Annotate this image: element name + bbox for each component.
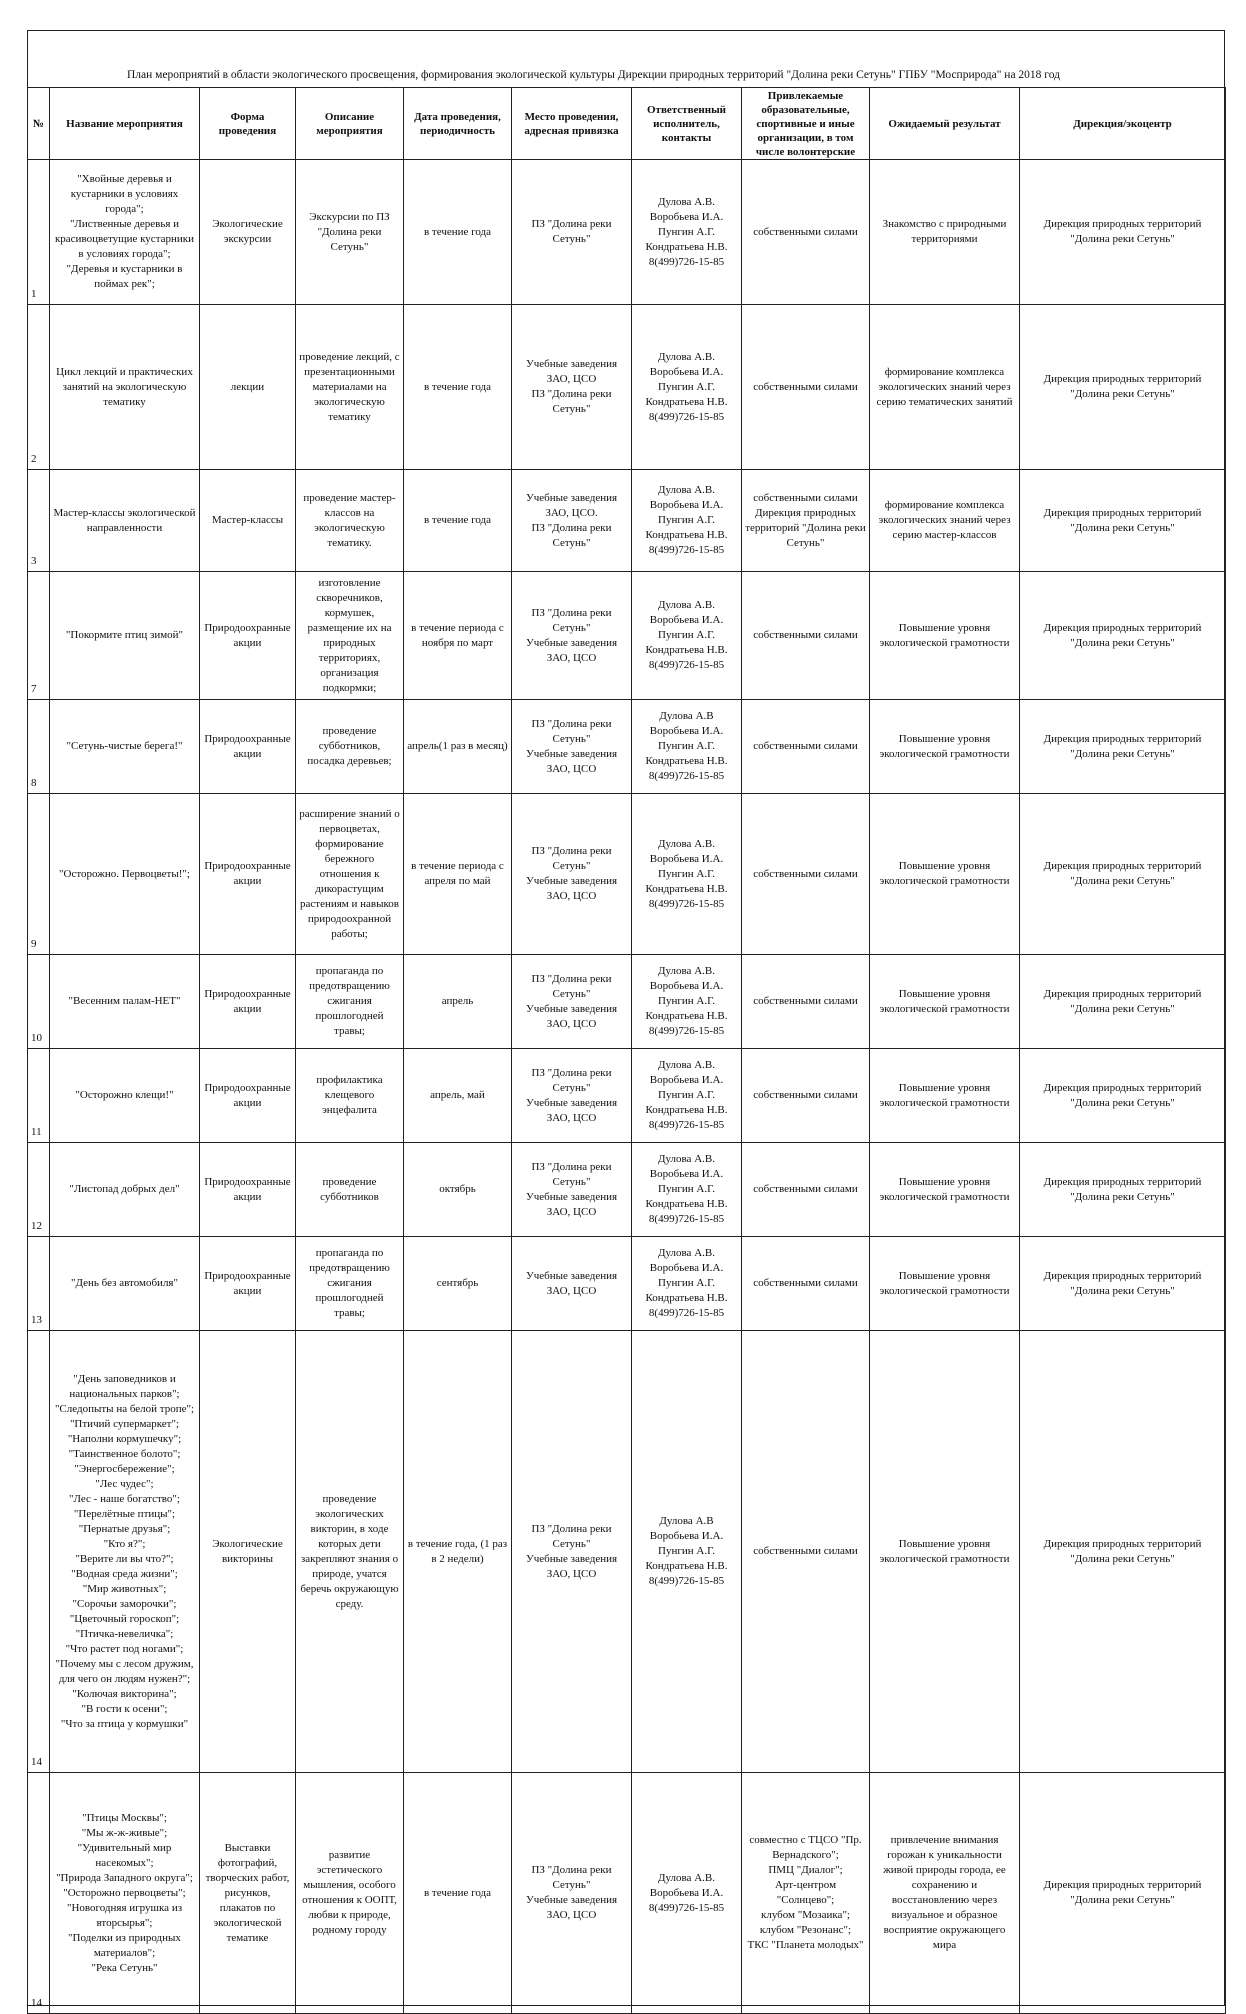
cell-num-text: 2 xyxy=(31,453,37,465)
cell-num-text: 13 xyxy=(31,1314,42,1326)
cell-responsible xyxy=(632,160,742,305)
cell-directorate-text: Дирекция природных территорий "Долина реки Сетунь" xyxy=(1043,621,1202,649)
cell-name xyxy=(50,955,200,1049)
cell-num xyxy=(28,955,50,1049)
cell-responsible-text: Дулова А.В Воробьева И.А. Пунгин А.Г. Кондратьева Н.В. 8(499)726-15-85 xyxy=(645,710,728,782)
table-row xyxy=(28,1773,1226,2014)
cell-description xyxy=(296,572,404,700)
cell-description xyxy=(296,1143,404,1237)
cell-form-text: Природоохранные акции xyxy=(204,987,291,1015)
cell-directorate-text: Дирекция природных территорий "Долина реки Сетунь" xyxy=(1043,373,1202,400)
cell-responsible-text: Дулова А.В Воробьева И.А. Пунгин А.Г. Кондратьева Н.В. 8(499)726-15-85 xyxy=(645,1515,728,1587)
cell-result-text: Знакомство с природными территориями xyxy=(882,218,1007,245)
table-row xyxy=(28,700,1226,794)
cell-num-text: 10 xyxy=(31,1032,42,1044)
cell-name-text: Цикл лекций и практических занятий на экологическую тематику xyxy=(56,365,193,408)
table-row xyxy=(28,1237,1226,1331)
cell-place xyxy=(512,1773,632,2014)
cell-date-text: в течение года, (1 раз в 2 недели) xyxy=(407,1537,508,1565)
cell-form xyxy=(200,1049,296,1143)
cell-description xyxy=(296,305,404,470)
cell-place-text: ПЗ "Долина реки Сетунь" Учебные заведения ЗАО, ЦСО xyxy=(525,1066,618,1124)
cell-description xyxy=(296,1331,404,1773)
cell-responsible xyxy=(632,572,742,700)
cell-description xyxy=(296,470,404,572)
cell-name-text: "Хвойные деревья и кустарники в условиях города"; "Лиственные деревья и красивоцветущие кустарники в условиях города"; "Деревья и кустарники в поймах рек"; xyxy=(54,173,195,290)
cell-form xyxy=(200,794,296,955)
cell-directorate-text: Дирекция природных территорий "Долина реки Сетунь" xyxy=(1043,218,1202,245)
cell-place-text: ПЗ "Долина реки Сетунь" Учебные заведения ЗАО, ЦСО xyxy=(525,606,618,664)
cell-form-text: Выставки фотографий, творческих работ, рисунков, плакатов по экологической тематике xyxy=(205,1841,290,1944)
cell-form-text: Экологические экскурсии xyxy=(212,218,283,245)
cell-responsible-text: Дулова А.В. Воробьева И.А. Пунгин А.Г. Кондратьева Н.В. 8(499)726-15-85 xyxy=(645,599,728,671)
cell-date-text: в течение года xyxy=(423,380,492,393)
cell-directorate-text: Дирекция природных территорий "Долина реки Сетунь" xyxy=(1043,732,1202,760)
cell-place xyxy=(512,1237,632,1331)
cell-directorate-text: Дирекция природных территорий "Долина реки Сетунь" xyxy=(1043,860,1202,887)
cell-responsible xyxy=(632,1773,742,2014)
cell-date-text: в течение периода с ноября по март xyxy=(411,621,504,649)
cell-organizations-text: собственными силами xyxy=(753,740,858,752)
cell-num-text: 14 xyxy=(31,1997,42,2009)
cell-responsible xyxy=(632,470,742,572)
cell-responsible xyxy=(632,1049,742,1143)
cell-responsible-text: Дулова А.В. Воробьева И.А. Пунгин А.Г. Кондратьева Н.В. 8(499)726-15-85 xyxy=(645,1153,728,1225)
cell-directorate xyxy=(1020,160,1226,305)
cell-directorate xyxy=(1020,1331,1226,1773)
cell-name-text: "Осторожно клещи!" xyxy=(75,1089,174,1101)
cell-result xyxy=(870,160,1020,305)
cell-organizations xyxy=(742,305,870,470)
cell-num xyxy=(28,572,50,700)
cell-description-text: пропаганда по предотвращению сжигания прошлогодней травы; xyxy=(309,965,390,1037)
cell-result xyxy=(870,794,1020,955)
cell-form-text: лекции xyxy=(230,380,265,393)
cell-place xyxy=(512,955,632,1049)
table-row xyxy=(28,1143,1226,1237)
cell-name xyxy=(50,1331,200,1773)
cell-organizations xyxy=(742,1773,870,2014)
cell-directorate xyxy=(1020,470,1226,572)
cell-result xyxy=(870,1237,1020,1331)
cell-place xyxy=(512,160,632,305)
header-form: Форма проведения xyxy=(200,88,296,160)
cell-directorate-text: Дирекция природных территорий "Долина реки Сетунь" xyxy=(1043,987,1202,1015)
cell-name-text: "Весенним палам-НЕТ" xyxy=(68,995,181,1007)
cell-date-text: апрель xyxy=(441,995,474,1007)
cell-place xyxy=(512,572,632,700)
cell-form-text: Экологические викторины xyxy=(212,1537,283,1565)
cell-organizations-text: собственными силами xyxy=(753,225,858,238)
cell-result-text: Повышение уровня экологической грамотности xyxy=(879,860,1010,887)
cell-organizations-text: собственными силами xyxy=(753,380,858,393)
cell-form xyxy=(200,160,296,305)
cell-num xyxy=(28,1143,50,1237)
cell-place xyxy=(512,794,632,955)
cell-description-text: проведение субботников, посадка деревьев; xyxy=(307,725,392,767)
cell-date-text: в течение года xyxy=(423,514,492,526)
cell-organizations xyxy=(742,1331,870,1773)
cell-name xyxy=(50,160,200,305)
cell-description xyxy=(296,1237,404,1331)
cell-directorate-text: Дирекция природных территорий "Долина реки Сетунь" xyxy=(1043,1175,1202,1203)
cell-description xyxy=(296,160,404,305)
cell-description xyxy=(296,700,404,794)
cell-place-text: ПЗ "Долина реки Сетунь" Учебные заведения ЗАО, ЦСО xyxy=(525,1160,618,1218)
cell-place xyxy=(512,470,632,572)
cell-date xyxy=(404,1773,512,2014)
cell-date xyxy=(404,1237,512,1331)
cell-place-text: ПЗ "Долина реки Сетунь" Учебные заведения ЗАО, ЦСО xyxy=(525,972,618,1030)
cell-num xyxy=(28,700,50,794)
cell-description-text: проведение субботников xyxy=(320,1175,379,1203)
cell-date-text: в течение года xyxy=(423,225,492,238)
cell-place xyxy=(512,305,632,470)
cell-responsible-text: Дулова А.В. Воробьева И.А. Пунгин А.Г. Кондратьева Н.В. 8(499)726-15-85 xyxy=(645,1059,728,1131)
header-name: Название мероприятия xyxy=(50,88,200,160)
cell-description xyxy=(296,1049,404,1143)
cell-num-text: 1 xyxy=(31,288,37,300)
cell-num xyxy=(28,794,50,955)
cell-form-text: Природоохранные акции xyxy=(204,732,291,760)
cell-name-text: Мастер-классы экологической направленности xyxy=(53,506,196,534)
cell-num xyxy=(28,1049,50,1143)
cell-organizations-text: собственными силами xyxy=(753,1089,858,1101)
cell-form xyxy=(200,1237,296,1331)
cell-result-text: Повышение уровня экологической грамотности xyxy=(879,1175,1010,1203)
cell-date xyxy=(404,572,512,700)
cell-num-text: 14 xyxy=(31,1756,42,1768)
cell-name-text: "Листопад добрых дел" xyxy=(69,1183,180,1195)
cell-directorate-text: Дирекция природных территорий "Долина реки Сетунь" xyxy=(1043,1879,1202,1906)
cell-date xyxy=(404,470,512,572)
cell-date-text: апрель, май xyxy=(430,1089,485,1101)
cell-name-text: "Осторожно. Первоцветы!"; xyxy=(59,867,190,880)
table-row xyxy=(28,794,1226,955)
cell-description xyxy=(296,794,404,955)
cell-place-text: ПЗ "Долина реки Сетунь" Учебные заведения ЗАО, ЦСО xyxy=(525,1522,618,1580)
cell-result xyxy=(870,470,1020,572)
cell-result xyxy=(870,1773,1020,2014)
cell-form-text: Природоохранные акции xyxy=(204,1269,291,1297)
cell-place xyxy=(512,1049,632,1143)
cell-date-text: апрель(1 раз в месяц) xyxy=(407,740,508,752)
cell-responsible xyxy=(632,955,742,1049)
cell-result xyxy=(870,955,1020,1049)
cell-result xyxy=(870,1049,1020,1143)
cell-num xyxy=(28,1237,50,1331)
cell-name xyxy=(50,470,200,572)
cell-date-text: в течение года xyxy=(423,1886,492,1899)
cell-date xyxy=(404,305,512,470)
cell-organizations-text: собственными силами xyxy=(753,1277,858,1289)
cell-place-text: ПЗ "Долина реки Сетунь" xyxy=(531,218,612,245)
cell-form xyxy=(200,470,296,572)
cell-responsible xyxy=(632,700,742,794)
cell-num xyxy=(28,305,50,470)
cell-num-text: 3 xyxy=(31,555,37,567)
cell-directorate xyxy=(1020,1237,1226,1331)
cell-directorate-text: Дирекция природных территорий "Долина реки Сетунь" xyxy=(1043,1269,1202,1297)
table-row xyxy=(28,955,1226,1049)
cell-form xyxy=(200,700,296,794)
cell-description-text: Экскурсии по ПЗ "Долина реки Сетунь" xyxy=(309,210,390,253)
cell-num xyxy=(28,470,50,572)
cell-form-text: Природоохранные акции xyxy=(204,1081,291,1109)
cell-description-text: проведение экологических викторин, в ходе которых дети закрепляют знания о природе, учатся беречь окружающую среду. xyxy=(300,1492,399,1610)
cell-responsible-text: Дулова А.В. Воробьева И.А. Пунгин А.Г. Кондратьева Н.В. 8(499)726-15-85 xyxy=(645,1247,728,1319)
cell-organizations xyxy=(742,1237,870,1331)
cell-organizations xyxy=(742,160,870,305)
cell-date-text: сентябрь xyxy=(436,1277,479,1289)
cell-form-text: Природоохранные акции xyxy=(204,860,291,887)
header-date: Дата проведения, периодичность xyxy=(404,88,512,160)
cell-organizations xyxy=(742,1143,870,1237)
cell-directorate xyxy=(1020,700,1226,794)
cell-name xyxy=(50,1773,200,2014)
cell-num-text: 11 xyxy=(31,1126,42,1138)
cell-form xyxy=(200,1331,296,1773)
table-row xyxy=(28,470,1226,572)
cell-result-text: Повышение уровня экологической грамотности xyxy=(879,1081,1010,1109)
table-row xyxy=(28,1331,1226,1773)
table-row xyxy=(28,572,1226,700)
cell-organizations-text: совместно с ТЦСО "Пр. Вернадского"; ПМЦ "Диалог"; Арт-центром "Солнцево"; клубом "Мозаика"; клубом "Резонанс"; ТКС "Планета молодых" xyxy=(747,1834,864,1951)
cell-num-text: 7 xyxy=(31,683,37,695)
cell-date xyxy=(404,1049,512,1143)
document-title: План мероприятий в области экологического просвещения, формирования экологической культуры Дирекции природных территорий "Долина реки Сетунь" ГПБУ "Мосприрода" на 2018 год xyxy=(127,69,1061,81)
cell-place xyxy=(512,1331,632,1773)
table-row xyxy=(28,160,1226,305)
header-description: Описание мероприятия xyxy=(296,88,404,160)
cell-place-text: ПЗ "Долина реки Сетунь" Учебные заведения ЗАО, ЦСО xyxy=(525,845,618,902)
cell-description-text: пропаганда по предотвращению сжигания прошлогодней травы; xyxy=(309,1247,390,1319)
table-row xyxy=(28,305,1226,470)
cell-name-text: "Птицы Москвы"; "Мы ж-ж-живые"; "Удивительный мир насекомых"; "Природа Западного округа"; "Осторожно первоцветы"; "Новогодняя игрушка из вторсырья"; "Поделки из природных материалов"; "Река Сетунь" xyxy=(56,1811,193,1974)
cell-date xyxy=(404,1331,512,1773)
cell-name xyxy=(50,305,200,470)
cell-result-text: привлечение внимания горожан к уникальности живой природы города, ее сохранению и восстановлению через визуальное и образное восприятие окружающего мира xyxy=(883,1834,1006,1951)
header-place: Место проведения, адресная привязка xyxy=(512,88,632,160)
cell-num-text: 12 xyxy=(31,1220,42,1232)
cell-num-text: 9 xyxy=(31,938,37,950)
cell-date xyxy=(404,794,512,955)
cell-organizations xyxy=(742,794,870,955)
cell-date-text: октябрь xyxy=(439,1183,476,1195)
cell-responsible-text: Дулова А.В. Воробьева И.А. Пунгин А.Г. Кондратьева Н.В. 8(499)726-15-85 xyxy=(645,350,728,423)
cell-name xyxy=(50,1143,200,1237)
cell-num xyxy=(28,1773,50,2014)
cell-responsible xyxy=(632,1237,742,1331)
cell-place-text: Учебные заведения ЗАО, ЦСО. ПЗ "Долина реки Сетунь" xyxy=(525,491,618,549)
cell-result-text: Повышение уровня экологической грамотности xyxy=(879,1269,1010,1297)
cell-description-text: проведение мастер-классов на экологическую тематику. xyxy=(303,491,396,549)
cell-organizations-text: собственными силами xyxy=(753,995,858,1007)
cell-directorate xyxy=(1020,1143,1226,1237)
header-num: № xyxy=(28,88,50,160)
cell-directorate xyxy=(1020,794,1226,955)
cell-organizations-text: собственными силами xyxy=(753,1183,858,1195)
cell-date xyxy=(404,160,512,305)
cell-responsible xyxy=(632,1143,742,1237)
cell-directorate xyxy=(1020,572,1226,700)
cell-form xyxy=(200,305,296,470)
cell-directorate xyxy=(1020,1049,1226,1143)
cell-responsible xyxy=(632,1331,742,1773)
cell-place xyxy=(512,700,632,794)
cell-organizations-text: собственными силами Дирекция природных территорий "Долина реки Сетунь" xyxy=(745,491,866,549)
cell-directorate xyxy=(1020,955,1226,1049)
cell-organizations xyxy=(742,572,870,700)
events-table xyxy=(27,87,1226,2014)
cell-name-text: "День заповедников и национальных парков"; "Следопыты на белой тропе"; "Птичий супермаркет"; "Наполни кормушечку"; "Таинственное болото"; "Энергосбережение"; "Лес чудес"; "Лес - наше богатство"; "Перелётные птицы"; "Пернатые друзья"; "Кто я?"; "Верите ли вы что?"; "Водная среда жизни"; "Мир животных"; "Сорочьи заморочки"; "Цветочный гороскоп"; "Птичка-невеличка"; "Что растет под ногами"; "Почему мы с лесом дружим, для чего он людям нужен?"; "Колючая викторина"; "В гости к осени"; "Что за птица у кормушки" xyxy=(54,1372,195,1730)
cell-responsible-text: Дулова А.В. Воробьева И.А. 8(499)726-15-85 xyxy=(648,1871,725,1914)
cell-name-text: "Покормите птиц зимой" xyxy=(65,629,184,641)
cell-result xyxy=(870,305,1020,470)
cell-description xyxy=(296,955,404,1049)
cell-name xyxy=(50,1049,200,1143)
cell-result xyxy=(870,572,1020,700)
cell-description-text: расширение знаний о первоцветах, формирование бережного отношения к дикорастущим растениям и навыков природоохранной работы; xyxy=(299,807,400,940)
cell-result-text: формирование комплекса экологических знаний через серию мастер-классов xyxy=(878,499,1011,541)
cell-organizations xyxy=(742,470,870,572)
cell-result xyxy=(870,700,1020,794)
cell-directorate xyxy=(1020,305,1226,470)
cell-form xyxy=(200,1773,296,2014)
table-row xyxy=(28,1049,1226,1143)
cell-place xyxy=(512,1143,632,1237)
cell-name xyxy=(50,572,200,700)
cell-description-text: изготовление скворечников, кормушек, размещение их на природных территориях, организация подкормки; xyxy=(307,576,392,694)
cell-num xyxy=(28,160,50,305)
cell-description-text: проведение лекций, с презентационными материалами на экологическую тематику xyxy=(299,350,400,423)
cell-responsible xyxy=(632,305,742,470)
cell-name xyxy=(50,700,200,794)
cell-place-text: Учебные заведения ЗАО, ЦСО xyxy=(525,1269,618,1297)
cell-result-text: формирование комплекса экологических знаний через серию тематических занятий xyxy=(876,365,1013,408)
cell-form-text: Природоохранные акции xyxy=(204,1175,291,1203)
cell-organizations-text: собственными силами xyxy=(753,1545,858,1557)
cell-responsible-text: Дулова А.В. Воробьева И.А. Пунгин А.Г. Кондратьева Н.В. 8(499)726-15-85 xyxy=(645,837,728,910)
cell-result-text: Повышение уровня экологической грамотности xyxy=(879,732,1010,760)
cell-name xyxy=(50,1237,200,1331)
cell-organizations xyxy=(742,1049,870,1143)
cell-place-text: ПЗ "Долина реки Сетунь" Учебные заведения ЗАО, ЦСО xyxy=(525,1864,618,1921)
cell-form-text: Природоохранные акции xyxy=(204,621,291,649)
cell-form-text: Мастер-классы xyxy=(211,514,284,526)
cell-date xyxy=(404,955,512,1049)
cell-directorate xyxy=(1020,1773,1226,2014)
cell-date xyxy=(404,1143,512,1237)
cell-place-text: ПЗ "Долина реки Сетунь" Учебные заведения ЗАО, ЦСО xyxy=(525,717,618,775)
cell-result-text: Повышение уровня экологической грамотности xyxy=(879,621,1010,649)
cell-organizations xyxy=(742,955,870,1049)
cell-responsible-text: Дулова А.В. Воробьева И.А. Пунгин А.Г. Кондратьева Н.В. 8(499)726-15-85 xyxy=(645,484,728,556)
cell-name-text: "Сетунь-чистые берега!" xyxy=(66,740,183,752)
cell-directorate-text: Дирекция природных территорий "Долина реки Сетунь" xyxy=(1043,1537,1202,1565)
cell-form xyxy=(200,1143,296,1237)
cell-directorate-text: Дирекция природных территорий "Долина реки Сетунь" xyxy=(1043,1081,1202,1109)
cell-name-text: "День без автомобиля" xyxy=(71,1277,178,1289)
cell-organizations xyxy=(742,700,870,794)
cell-form xyxy=(200,955,296,1049)
header-result: Ожидаемый результат xyxy=(870,88,1020,160)
cell-num xyxy=(28,1331,50,1773)
cell-description-text: профилактика клещевого энцефалита xyxy=(316,1074,383,1116)
cell-place-text: Учебные заведения ЗАО, ЦСО ПЗ "Долина реки Сетунь" xyxy=(525,358,618,415)
cell-result xyxy=(870,1331,1020,1773)
cell-responsible xyxy=(632,794,742,955)
cell-description-text: развитие эстетического мышления, особого отношения к ООПТ, любви к природе, родному городу xyxy=(302,1849,397,1936)
cell-organizations-text: собственными силами xyxy=(753,629,858,641)
header-responsible: Ответственный исполнитель, контакты xyxy=(632,88,742,160)
cell-name xyxy=(50,794,200,955)
cell-responsible-text: Дулова А.В. Воробьева И.А. Пунгин А.Г. Кондратьева Н.В. 8(499)726-15-85 xyxy=(645,195,728,268)
cell-date xyxy=(404,700,512,794)
cell-result-text: Повышение уровня экологической грамотности xyxy=(879,1537,1010,1565)
cell-form xyxy=(200,572,296,700)
cell-result-text: Повышение уровня экологической грамотности xyxy=(879,987,1010,1015)
cell-num-text: 8 xyxy=(31,777,37,789)
header-organizations: Привлекаемые образовательные, спортивные и иные организации, в том числе волонтерские xyxy=(742,88,870,160)
cell-directorate-text: Дирекция природных территорий "Долина реки Сетунь" xyxy=(1043,506,1202,534)
cell-description xyxy=(296,1773,404,2014)
cell-result xyxy=(870,1143,1020,1237)
cell-organizations-text: собственными силами xyxy=(753,867,858,880)
cell-responsible-text: Дулова А.В. Воробьева И.А. Пунгин А.Г. Кондратьева Н.В. 8(499)726-15-85 xyxy=(645,965,728,1037)
table-header-row xyxy=(28,88,1226,160)
header-directorate: Дирекция/экоцентр xyxy=(1020,88,1226,160)
cell-date-text: в течение периода с апреля по май xyxy=(411,860,504,887)
